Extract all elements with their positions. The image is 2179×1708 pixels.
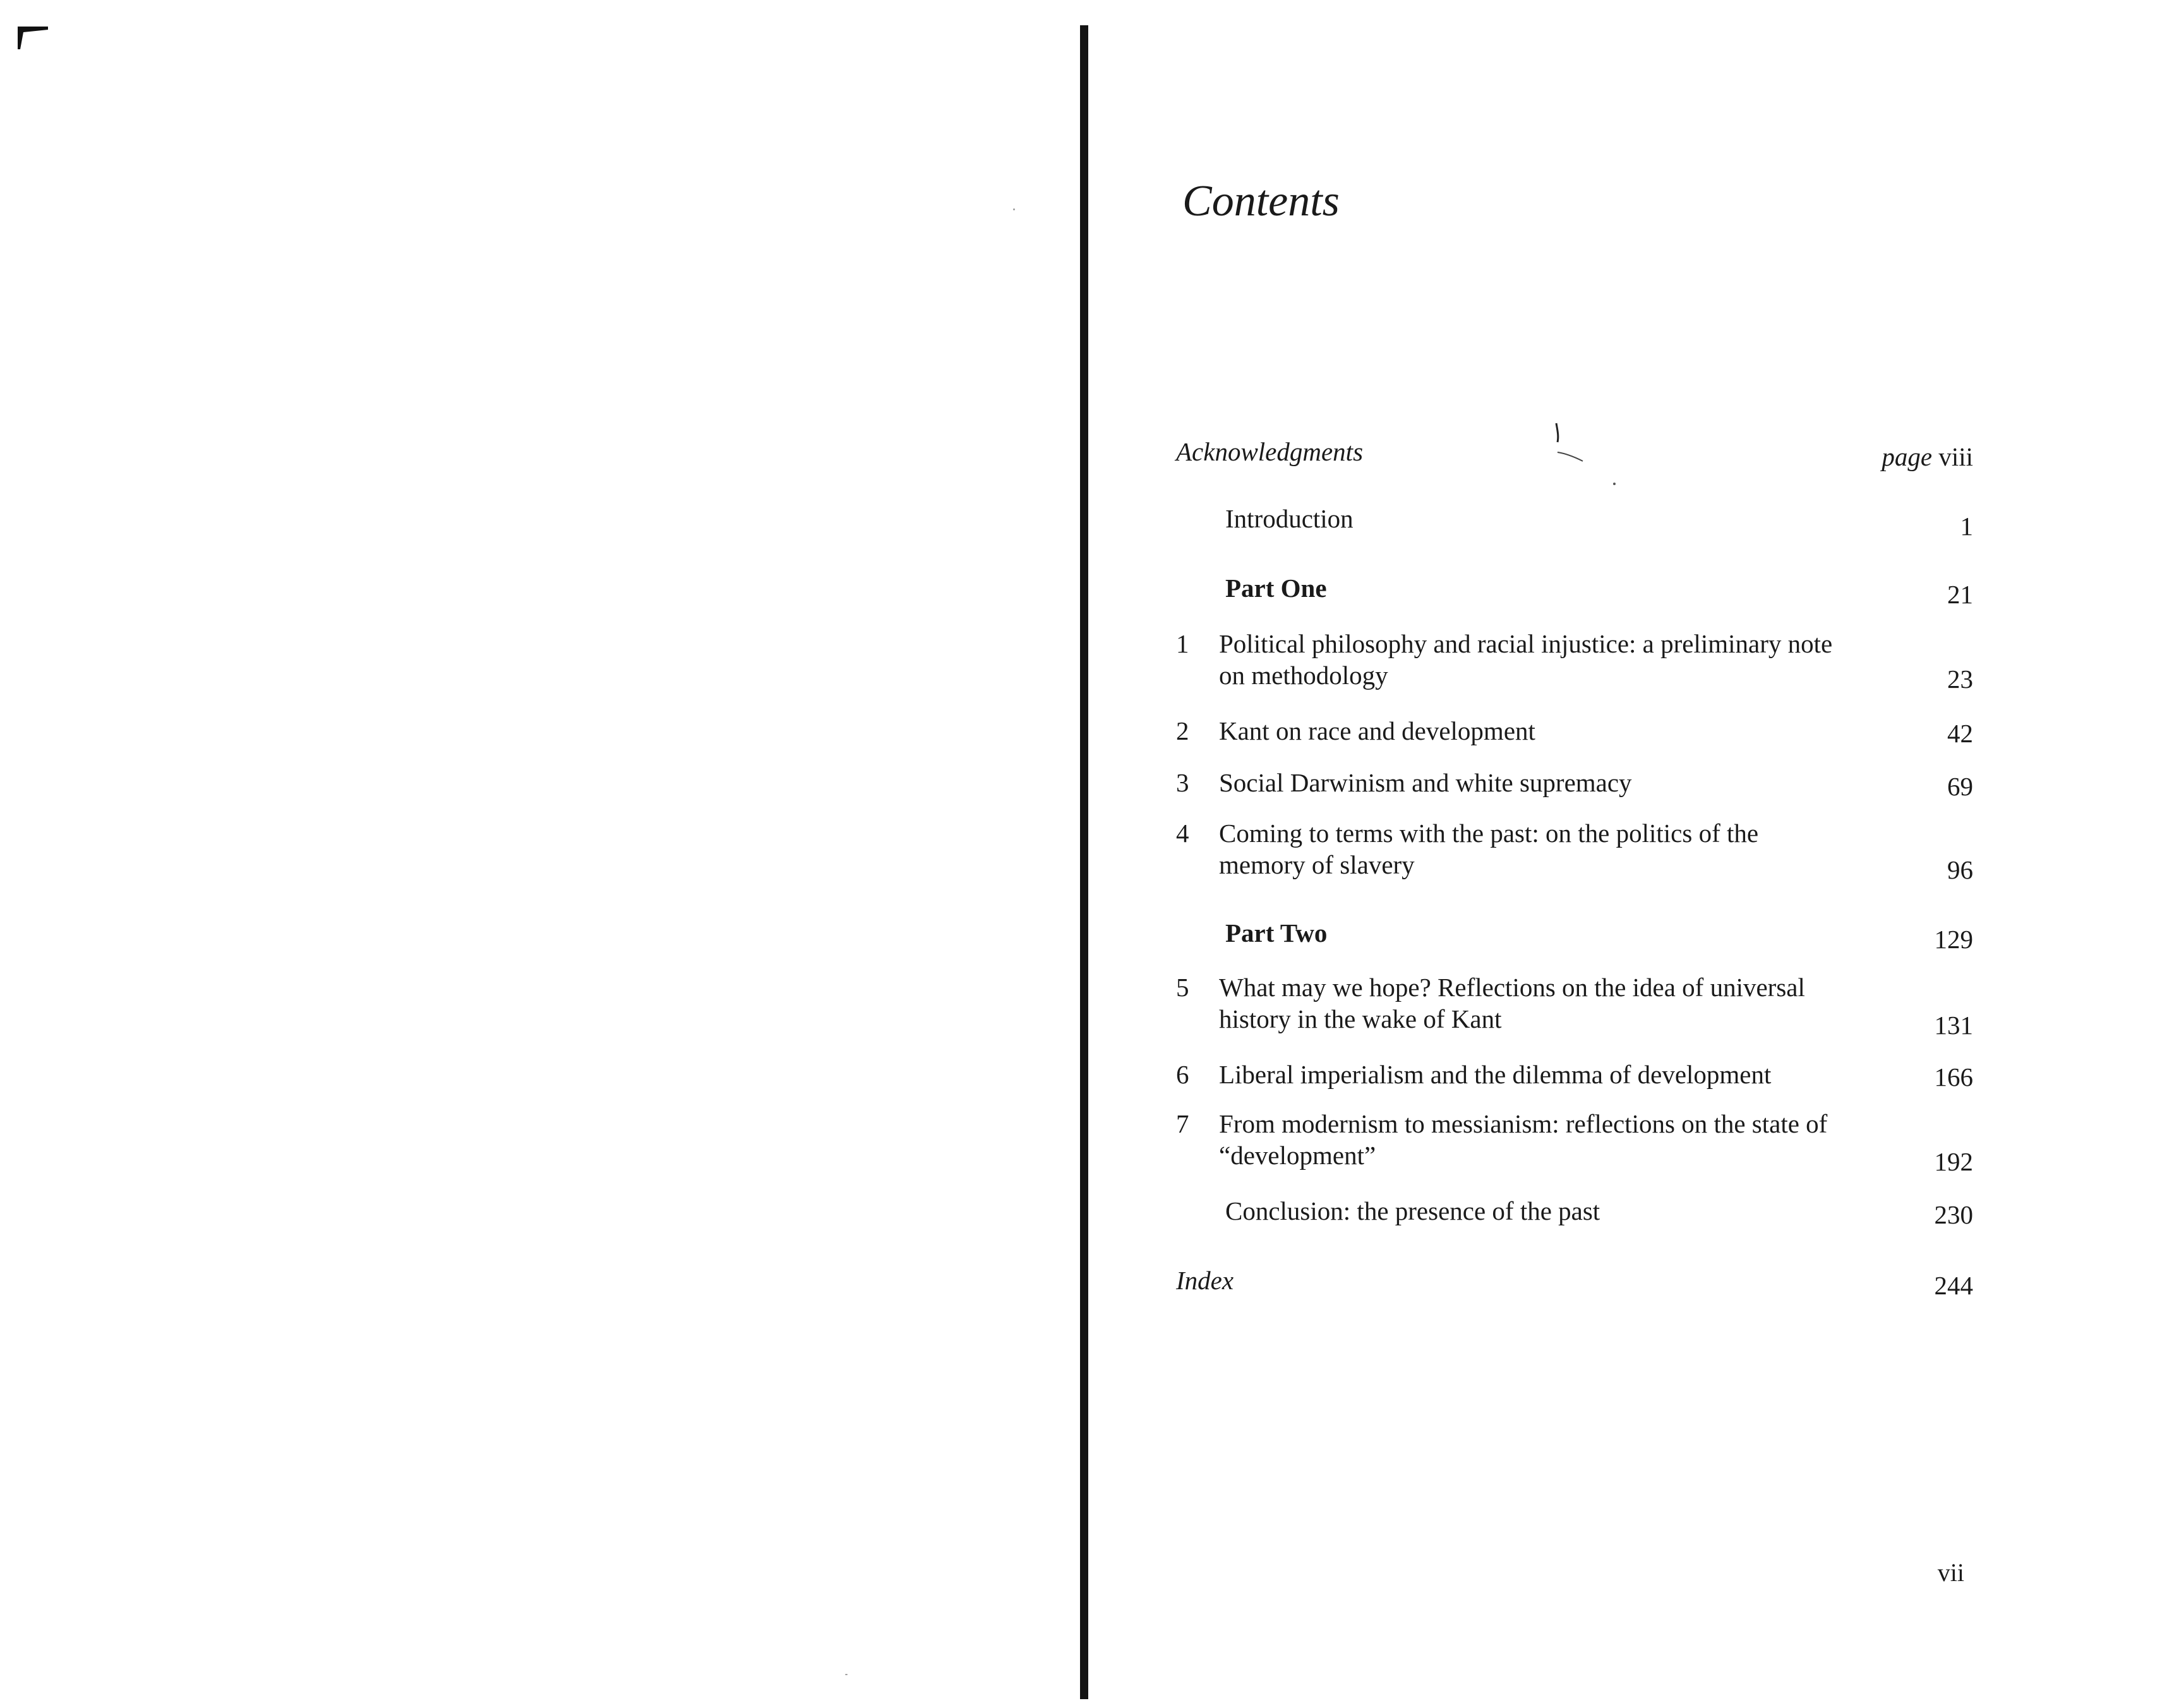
toc-entry-chapter-4 xyxy=(1176,817,1973,884)
toc-entry-label xyxy=(1219,817,1882,881)
toc-entry-page: 69 xyxy=(1947,772,1973,801)
toc-entry-label: Index xyxy=(1176,1266,1234,1295)
chapter-number: 3 xyxy=(1176,768,1189,797)
toc-entry-page: 23 xyxy=(1947,665,1973,694)
book-gutter xyxy=(1080,25,1088,1699)
page-title: Contents xyxy=(1182,177,1340,226)
toc-entry-label: Introduction xyxy=(1225,504,1354,533)
toc-entry-label: Liberal imperialism and the dilemma of development xyxy=(1219,1060,1772,1089)
toc-entry-page xyxy=(1882,441,1973,472)
toc-entry-label: Conclusion: the presence of the past xyxy=(1225,1196,1600,1225)
toc-entry-label-line2: memory of slavery xyxy=(1219,850,1415,879)
toc-entry-page: 1 xyxy=(1960,512,1973,541)
toc-entry-chapter-6 xyxy=(1176,1059,1973,1090)
toc-entry-page: 131 xyxy=(1934,1011,1973,1040)
toc-entry-introduction xyxy=(1176,503,1973,541)
toc-entry-label: Acknowledgments xyxy=(1176,437,1364,466)
chapter-number: 5 xyxy=(1176,973,1189,1002)
toc-entry-page: 192 xyxy=(1934,1147,1973,1176)
toc-entry-label-line1: From modernism to messianism: reflections on the state of xyxy=(1219,1109,1828,1138)
toc-entry-conclusion xyxy=(1176,1195,1973,1227)
scan-speck xyxy=(1013,208,1015,210)
toc-entry-page: 96 xyxy=(1947,855,1973,884)
toc-entry-part-one xyxy=(1176,572,1973,609)
toc-entry-label xyxy=(1219,971,1882,1035)
page-corner-mark xyxy=(18,27,48,49)
toc-entry-page: 129 xyxy=(1934,925,1973,954)
page-number: viii xyxy=(1938,442,1973,471)
toc-entry-label xyxy=(1219,628,1882,691)
chapter-number: 7 xyxy=(1176,1109,1189,1138)
toc-entry-page: 166 xyxy=(1934,1062,1973,1092)
toc-entry-page: 230 xyxy=(1934,1200,1973,1229)
toc-entry-label-line2: on methodology xyxy=(1219,661,1388,690)
chapter-number: 6 xyxy=(1176,1060,1189,1089)
toc-entry-label: Part One xyxy=(1225,574,1327,603)
toc-entry-chapter-5 xyxy=(1176,971,1973,1040)
toc-entry-label-line1: Coming to terms with the past: on the politics of the xyxy=(1219,819,1759,848)
toc-entry-page: 21 xyxy=(1947,580,1973,609)
toc-entry-label-line1: What may we hope? Reflections on the idea of universal xyxy=(1219,973,1805,1002)
toc-entry-acknowledgments xyxy=(1176,436,1973,471)
toc-entry-page: 42 xyxy=(1947,719,1973,748)
toc-entry-label: Part Two xyxy=(1225,918,1328,947)
toc-entry-chapter-7 xyxy=(1176,1108,1973,1176)
toc-entry-label: Social Darwinism and white supremacy xyxy=(1219,768,1632,797)
chapter-number: 4 xyxy=(1176,819,1189,848)
toc-entry-chapter-3 xyxy=(1176,767,1973,801)
toc-entry-label xyxy=(1219,1108,1882,1171)
toc-entry-chapter-1 xyxy=(1176,628,1973,694)
toc-entry-chapter-2 xyxy=(1176,715,1973,747)
page-folio: vii xyxy=(1937,1558,1964,1587)
toc-entry-label-line2: “development” xyxy=(1219,1141,1376,1170)
chapter-number: 2 xyxy=(1176,716,1189,745)
toc-entry-label-line2: history in the wake of Kant xyxy=(1219,1004,1502,1033)
toc-entry-part-two xyxy=(1176,917,1973,954)
toc-entry-label-line1: Political philosophy and racial injustice: a preliminary note xyxy=(1219,629,1833,658)
scan-speck xyxy=(845,1674,848,1675)
chapter-number: 1 xyxy=(1176,629,1189,658)
page-prefix: page xyxy=(1882,442,1933,471)
toc-entry-label: Kant on race and development xyxy=(1219,716,1535,745)
toc-entry-index xyxy=(1176,1265,1973,1300)
toc-entry-page: 244 xyxy=(1934,1271,1973,1300)
